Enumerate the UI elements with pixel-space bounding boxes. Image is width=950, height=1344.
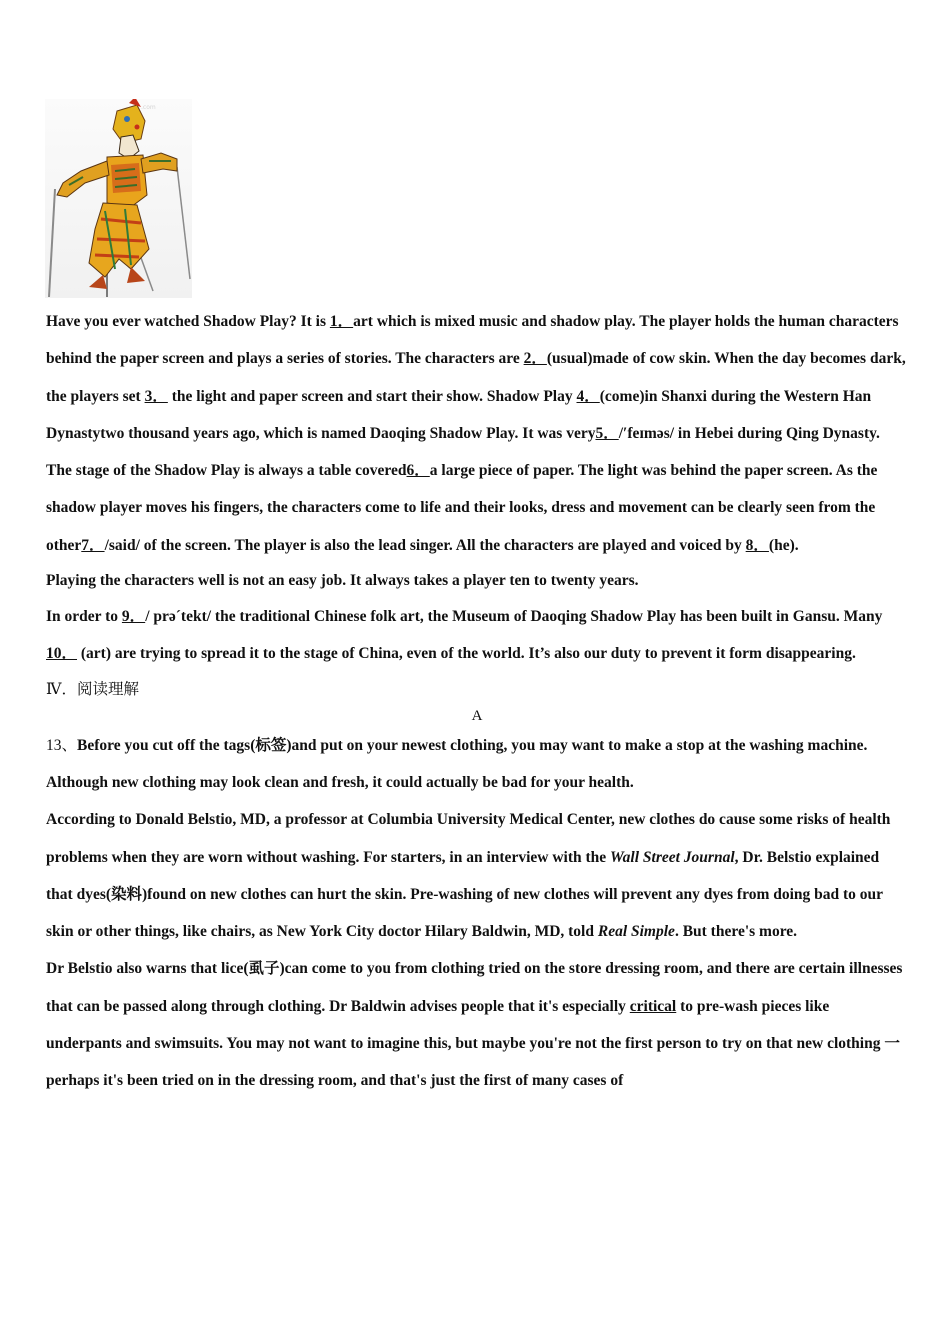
text-span: Before you cut off the tags(标签)and put on your newest clothing, you may want to make a stop at the washing machine. Although new clothing may look clean and fresh, it could actually be bad for your health. bbox=[46, 736, 868, 791]
question-13-paragraph-2 bbox=[46, 801, 908, 950]
blank-9: 9． bbox=[121, 608, 146, 626]
text-span: (he). bbox=[768, 536, 799, 554]
text-span: (come)in Shanxi during the Western Han Dynastytwo thousand years ago, which is named Daoqing Shadow Play. It was very bbox=[46, 387, 872, 442]
blank-4: 4． bbox=[576, 387, 600, 405]
text-span: a large piece of paper. The light was behind the paper screen. As the shadow player moves his fingers, the characters come to life and their looks, dress and movement can be clearly seen from the other bbox=[46, 462, 878, 554]
svg-text:.com: .com bbox=[141, 104, 156, 111]
text-span: / prə´tekt/ the traditional Chinese folk art, the Museum of Daoqing Shadow Play has been built in Gansu. Many bbox=[145, 608, 883, 626]
blank-5: 5． bbox=[595, 424, 619, 442]
shadow-puppet-image bbox=[45, 99, 192, 298]
question-13-paragraph-3 bbox=[46, 950, 908, 1099]
publication-title: Real Simple bbox=[597, 923, 675, 941]
paragraph-playing: Playing the characters well is not an easy job. It always takes a player ten to twenty years. bbox=[46, 572, 639, 590]
section-heading: Ⅳ．阅读理解 bbox=[46, 680, 139, 698]
paragraph-stage bbox=[46, 452, 908, 564]
question-number: 13、 bbox=[46, 736, 78, 754]
text-span: (art) are trying to spread it to the stage of China, even of the world. It’s also our duty to prevent it form disappearing. bbox=[77, 645, 856, 663]
text-span: Have you ever watched Shadow Play? It is bbox=[46, 313, 330, 330]
shadow-puppet-icon bbox=[45, 99, 192, 298]
text-span: In order to bbox=[46, 608, 122, 626]
text-span: /′feɪməs/ in Hebei during Qing Dynasty. bbox=[618, 424, 880, 442]
publication-title: Wall Street Journal bbox=[610, 848, 735, 866]
text-span: The stage of the Shadow Play is always a table covered bbox=[46, 462, 407, 480]
blank-6: 6． bbox=[406, 462, 430, 480]
passage-label: A bbox=[471, 707, 483, 724]
blank-10: 10． bbox=[46, 645, 78, 663]
text-span: , Dr. Belstio explained that dyes(染料)found on new clothes can hurt the skin. Pre-washing of new clothes will prevent any dyes from doing bad to our skin or other things, like chairs, as New York City doctor Hilary Baldwin, MD, told bbox=[46, 848, 883, 941]
text-span: (usual)made of cow skin. When the day becomes dark, the players set bbox=[46, 350, 906, 405]
text-span: to pre-wash pieces like underpants and swimsuits. You may not want to imagine this, but maybe you're not the first person to try on that new clothing 一 perhaps it's been tried on in the dressing room, and that's just the first of many cases of bbox=[46, 997, 900, 1090]
document-content bbox=[46, 303, 908, 1100]
underlined-word: critical bbox=[629, 997, 677, 1015]
blank-8: 8． bbox=[745, 536, 769, 554]
paragraph-museum bbox=[46, 598, 908, 673]
text-span: Dr Belstio also warns that lice(虱子)can come to you from clothing tried on the store dressing room, and there are certain illnesses that can be passed along through clothing. Dr Baldwin advises people that it's especially bbox=[46, 960, 903, 1015]
question-13-paragraph-1 bbox=[46, 727, 908, 802]
blank-2: 2． bbox=[523, 350, 547, 368]
text-span: According to Donald Belstio, MD, a professor at Columbia University Medical Center, new clothes do cause some risks of health problems when they are worn without washing. For starters, in an interview with the bbox=[46, 811, 891, 866]
blank-3: 3． bbox=[144, 387, 168, 405]
text-span: /said/ of the screen. The player is also the lead singer. All the characters are played and voiced by bbox=[104, 536, 746, 554]
text-span: art which is mixed music and shadow play. The player holds the human characters behind the paper screen and plays a series of stories. The characters are bbox=[46, 313, 899, 368]
paragraph-shadow-play-intro bbox=[46, 303, 908, 452]
blank-7: 7． bbox=[81, 536, 105, 554]
text-span: . But there's more. bbox=[674, 923, 798, 941]
text-span: the light and paper screen and start their show. Shadow Play bbox=[167, 387, 577, 405]
blank-1: 1． bbox=[329, 313, 354, 330]
